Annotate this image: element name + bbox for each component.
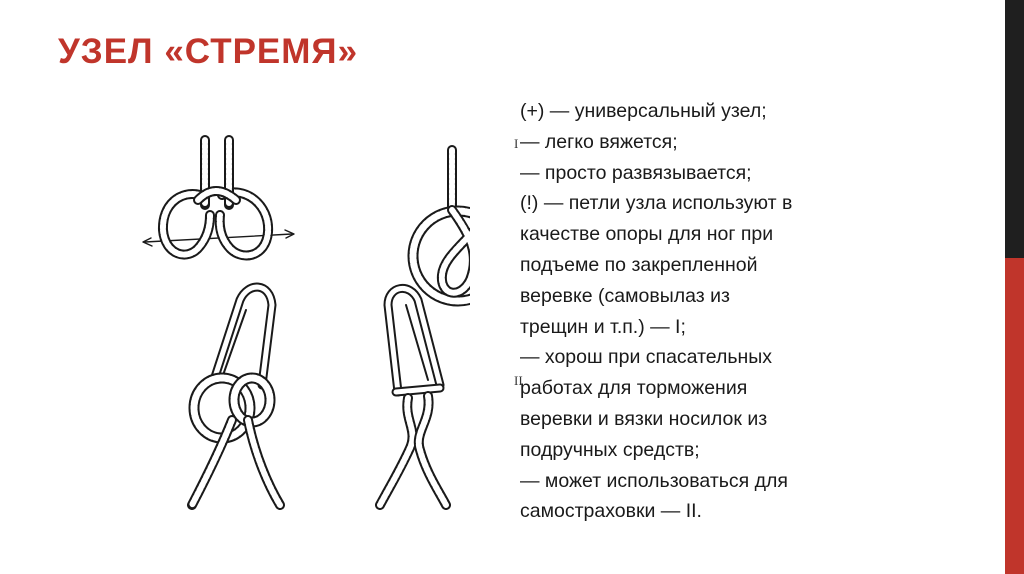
knot-illustration	[130, 135, 470, 510]
knot-top-left	[143, 140, 294, 255]
description-line: трещин и т.п.) — I;	[520, 315, 686, 338]
knot-top-right	[413, 145, 470, 301]
side-bar-dark-segment	[1005, 0, 1024, 258]
description-line: — может использоваться для	[520, 469, 788, 492]
description-line: — просто развязывается;	[520, 161, 752, 184]
knot-description	[520, 96, 990, 527]
knot-bottom-left-carabiner	[192, 287, 280, 505]
side-bar-accent-segment	[1005, 258, 1024, 574]
description-line: самостраховки — II.	[520, 500, 702, 523]
description-line: веревке (самовылаз из	[520, 284, 730, 307]
knot-bottom-right-carabiner	[380, 288, 446, 505]
description-line: — легко вяжется;	[520, 130, 678, 153]
description-line: веревки и вязки носилок из	[520, 407, 768, 430]
description-line: (+) — универсальный узел;	[520, 100, 767, 122]
description-line: работах для торможения	[520, 377, 748, 400]
figure-marker-one: I	[514, 136, 519, 151]
description-line: — хорош при спасательных	[520, 346, 773, 369]
slide-title: УЗЕЛ «СТРЕМЯ»	[58, 32, 359, 71]
description-line: (!) — петли узла используют в	[520, 192, 793, 215]
description-line: подъеме по закрепленной	[520, 253, 758, 276]
description-line: качестве опоры для ног при	[520, 223, 774, 246]
figure-marker-two: II	[514, 373, 523, 388]
decorative-side-bar	[1005, 0, 1024, 574]
description-line: подручных средств;	[520, 438, 700, 461]
